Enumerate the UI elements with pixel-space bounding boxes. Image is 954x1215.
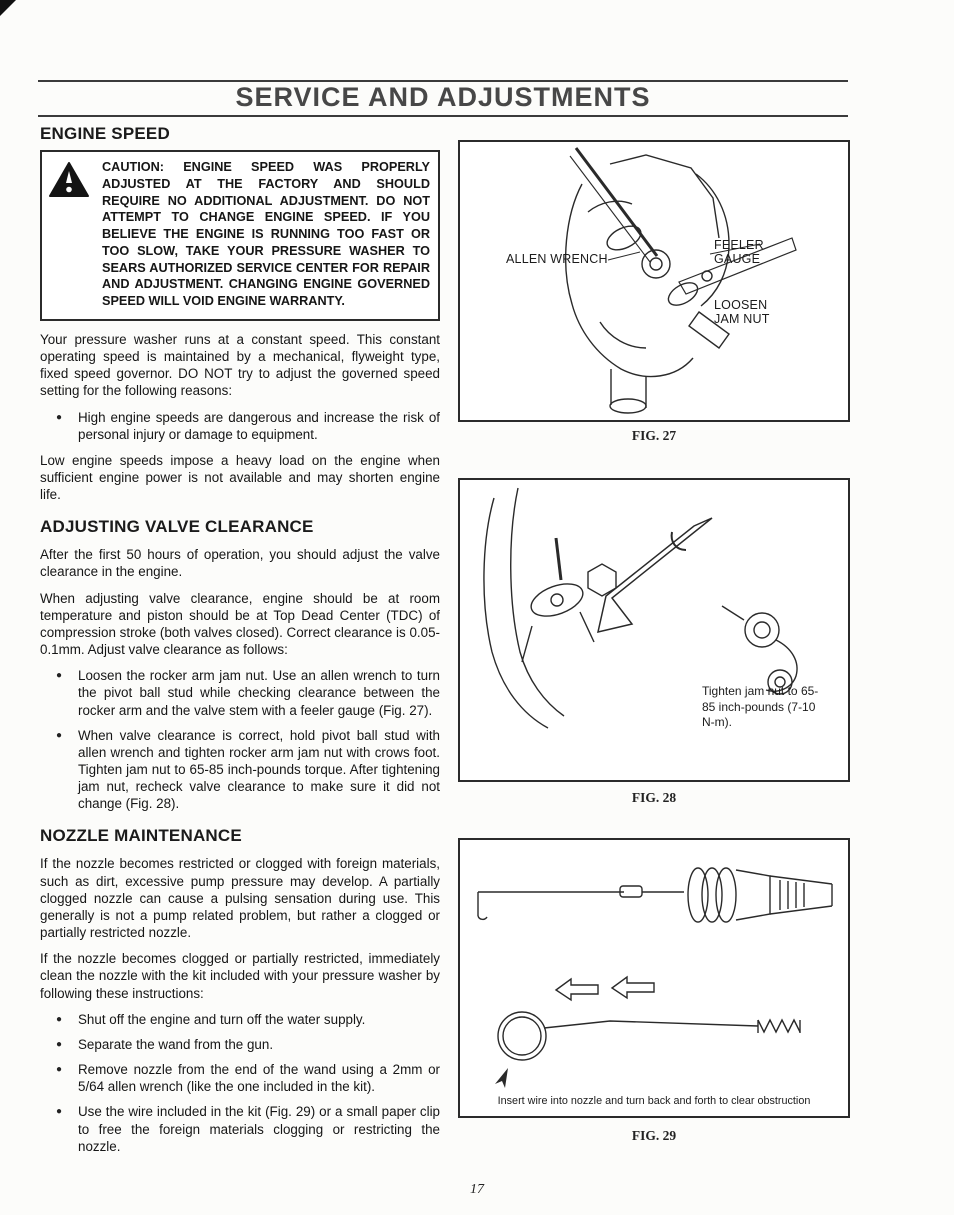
bullet-icon: ● bbox=[56, 729, 63, 741]
list-item bbox=[40, 1036, 440, 1053]
figure-27 bbox=[458, 140, 850, 422]
list-item-text: High engine speeds are dangerous and increase the risk of personal injury or damage to equipment. bbox=[78, 409, 440, 442]
nozzle-cleaning-illustration bbox=[460, 840, 848, 1116]
page-number: 17 bbox=[470, 1182, 484, 1197]
figure-29 bbox=[458, 838, 850, 1118]
warning-triangle-icon bbox=[48, 159, 94, 310]
figure-29-caption: FIG. 29 bbox=[631, 1128, 677, 1143]
list-item-text: Loosen the rocker arm jam nut. Use an allen wrench to turn the pivot ball stud while checking clearance between the rocker arm and the valve stem with a feeler gauge (Fig. 27). bbox=[78, 668, 440, 718]
list-item-text: Separate the wand from the gun. bbox=[78, 1036, 274, 1052]
bullet-icon: ● bbox=[56, 1106, 63, 1118]
fig28-torque-note: Tighten jam nut to 65-85 inch-pounds (7-10 N-m). bbox=[702, 684, 819, 730]
engine-speed-heading: ENGINE SPEED bbox=[40, 124, 170, 143]
valve-paragraph-2: When adjusting valve clearance, engine should be at room temperature and piston should be at Top Dead Center (TDC) of compression stroke (both valves closed). Correct clearance is 0.05-0.1mm. Adjust valve clearance as follows: bbox=[40, 590, 440, 658]
bullet-icon: ● bbox=[56, 1064, 63, 1076]
figure-28-caption: FIG. 28 bbox=[631, 790, 677, 805]
fig29-instruction-note: Insert wire into nozzle and turn back and forth to clear obstruction bbox=[497, 1094, 811, 1107]
nozzle-paragraph-1: If the nozzle becomes restricted or clogged with foreign materials, such as dirt, excessive pump pressure may develop. A partially clogged nozzle can cause a pulsing sensation during use. This generally is not a pump related problem, but rather a clogged or partially restricted nozzle. bbox=[40, 856, 440, 941]
valve-paragraph-1: After the first 50 hours of operation, you should adjust the valve clearance in the engine. bbox=[40, 547, 440, 580]
list-item-text: Use the wire included in the kit (Fig. 29) or a small paper clip to free the foreign materials clogging or restricting the nozzle. bbox=[78, 1104, 440, 1154]
nozzle-maintenance-heading: NOZZLE MAINTENANCE bbox=[40, 826, 242, 846]
list-item bbox=[40, 667, 440, 718]
valve-clearance-heading: ADJUSTING VALVE CLEARANCE bbox=[40, 517, 314, 537]
engine-speed-paragraph-2: Low engine speeds impose a heavy load on the engine when sufficient engine power is not available and may shorten engine life. bbox=[40, 452, 440, 503]
loosen-jam-nut-label: LOOSEN JAM NUT bbox=[714, 298, 770, 326]
page-title-block bbox=[38, 80, 848, 117]
caution-box bbox=[40, 150, 440, 321]
allen-wrench-label: ALLEN WRENCH bbox=[506, 252, 608, 266]
bullet-icon: ● bbox=[56, 1013, 63, 1025]
bullet-icon: ● bbox=[56, 411, 63, 423]
jam-nut-illustration bbox=[460, 480, 848, 780]
scan-artifact bbox=[0, 0, 16, 16]
list-item-text: When valve clearance is correct, hold pivot ball stud with allen wrench and tighten rocker arm jam nut with crows foot. Tighten jam nut to 65-85 inch-pounds torque. After tightening jam nut, recheck valve clearance to make sure it did not change (Fig. 28). bbox=[78, 727, 440, 812]
list-item bbox=[40, 409, 440, 443]
list-item bbox=[40, 1103, 440, 1154]
figure-27-caption: FIG. 27 bbox=[631, 428, 677, 443]
nozzle-paragraph-2: If the nozzle becomes clogged or partially restricted, immediately clean the nozzle with the kit included with your pressure washer by following these instructions: bbox=[40, 951, 440, 1001]
list-item-text: Shut off the engine and turn off the water supply. bbox=[78, 1011, 366, 1027]
bullet-icon: ● bbox=[56, 1038, 63, 1050]
feeler-gauge-label: FEELER GAUGE bbox=[714, 238, 764, 266]
list-item bbox=[40, 1011, 440, 1028]
text-column bbox=[40, 124, 440, 1163]
figure-28 bbox=[458, 478, 850, 782]
engine-speed-paragraph-1: Your pressure washer runs at a constant speed. This constant operating speed is maintained by a mechanical, flyweight type, fixed speed governor. DO NOT try to adjust the governed speed setting for the following reasons: bbox=[40, 331, 440, 399]
list-item bbox=[40, 727, 440, 813]
list-item bbox=[40, 1061, 440, 1095]
engine-valve-illustration bbox=[460, 142, 848, 420]
page-title: SERVICE AND ADJUSTMENTS bbox=[235, 82, 651, 112]
list-item-text: Remove nozzle from the end of the wand using a 2mm or 5/64 allen wrench (like the one included in the kit). bbox=[78, 1062, 440, 1095]
caution-text: CAUTION: ENGINE SPEED WAS PROPERLY ADJUSTED AT THE FACTORY AND SHOULD REQUIRE NO ADDITIONAL ADJUSTMENT. DO NOT ATTEMPT TO CHANGE ENGINE SPEED. IF YOU BELIEVE THE ENGINE IS RUNNING TOO FAST OR TOO SLOW, TAKE YOUR PRESSURE WASHER TO SEARS AUTHORIZED SERVICE CENTER FOR REPAIR AND ADJUSTMENT. CHANGING ENGINE GOVERNED SPEED WILL VOID ENGINE WARRANTY. bbox=[102, 160, 430, 309]
bullet-icon: ● bbox=[56, 670, 63, 682]
